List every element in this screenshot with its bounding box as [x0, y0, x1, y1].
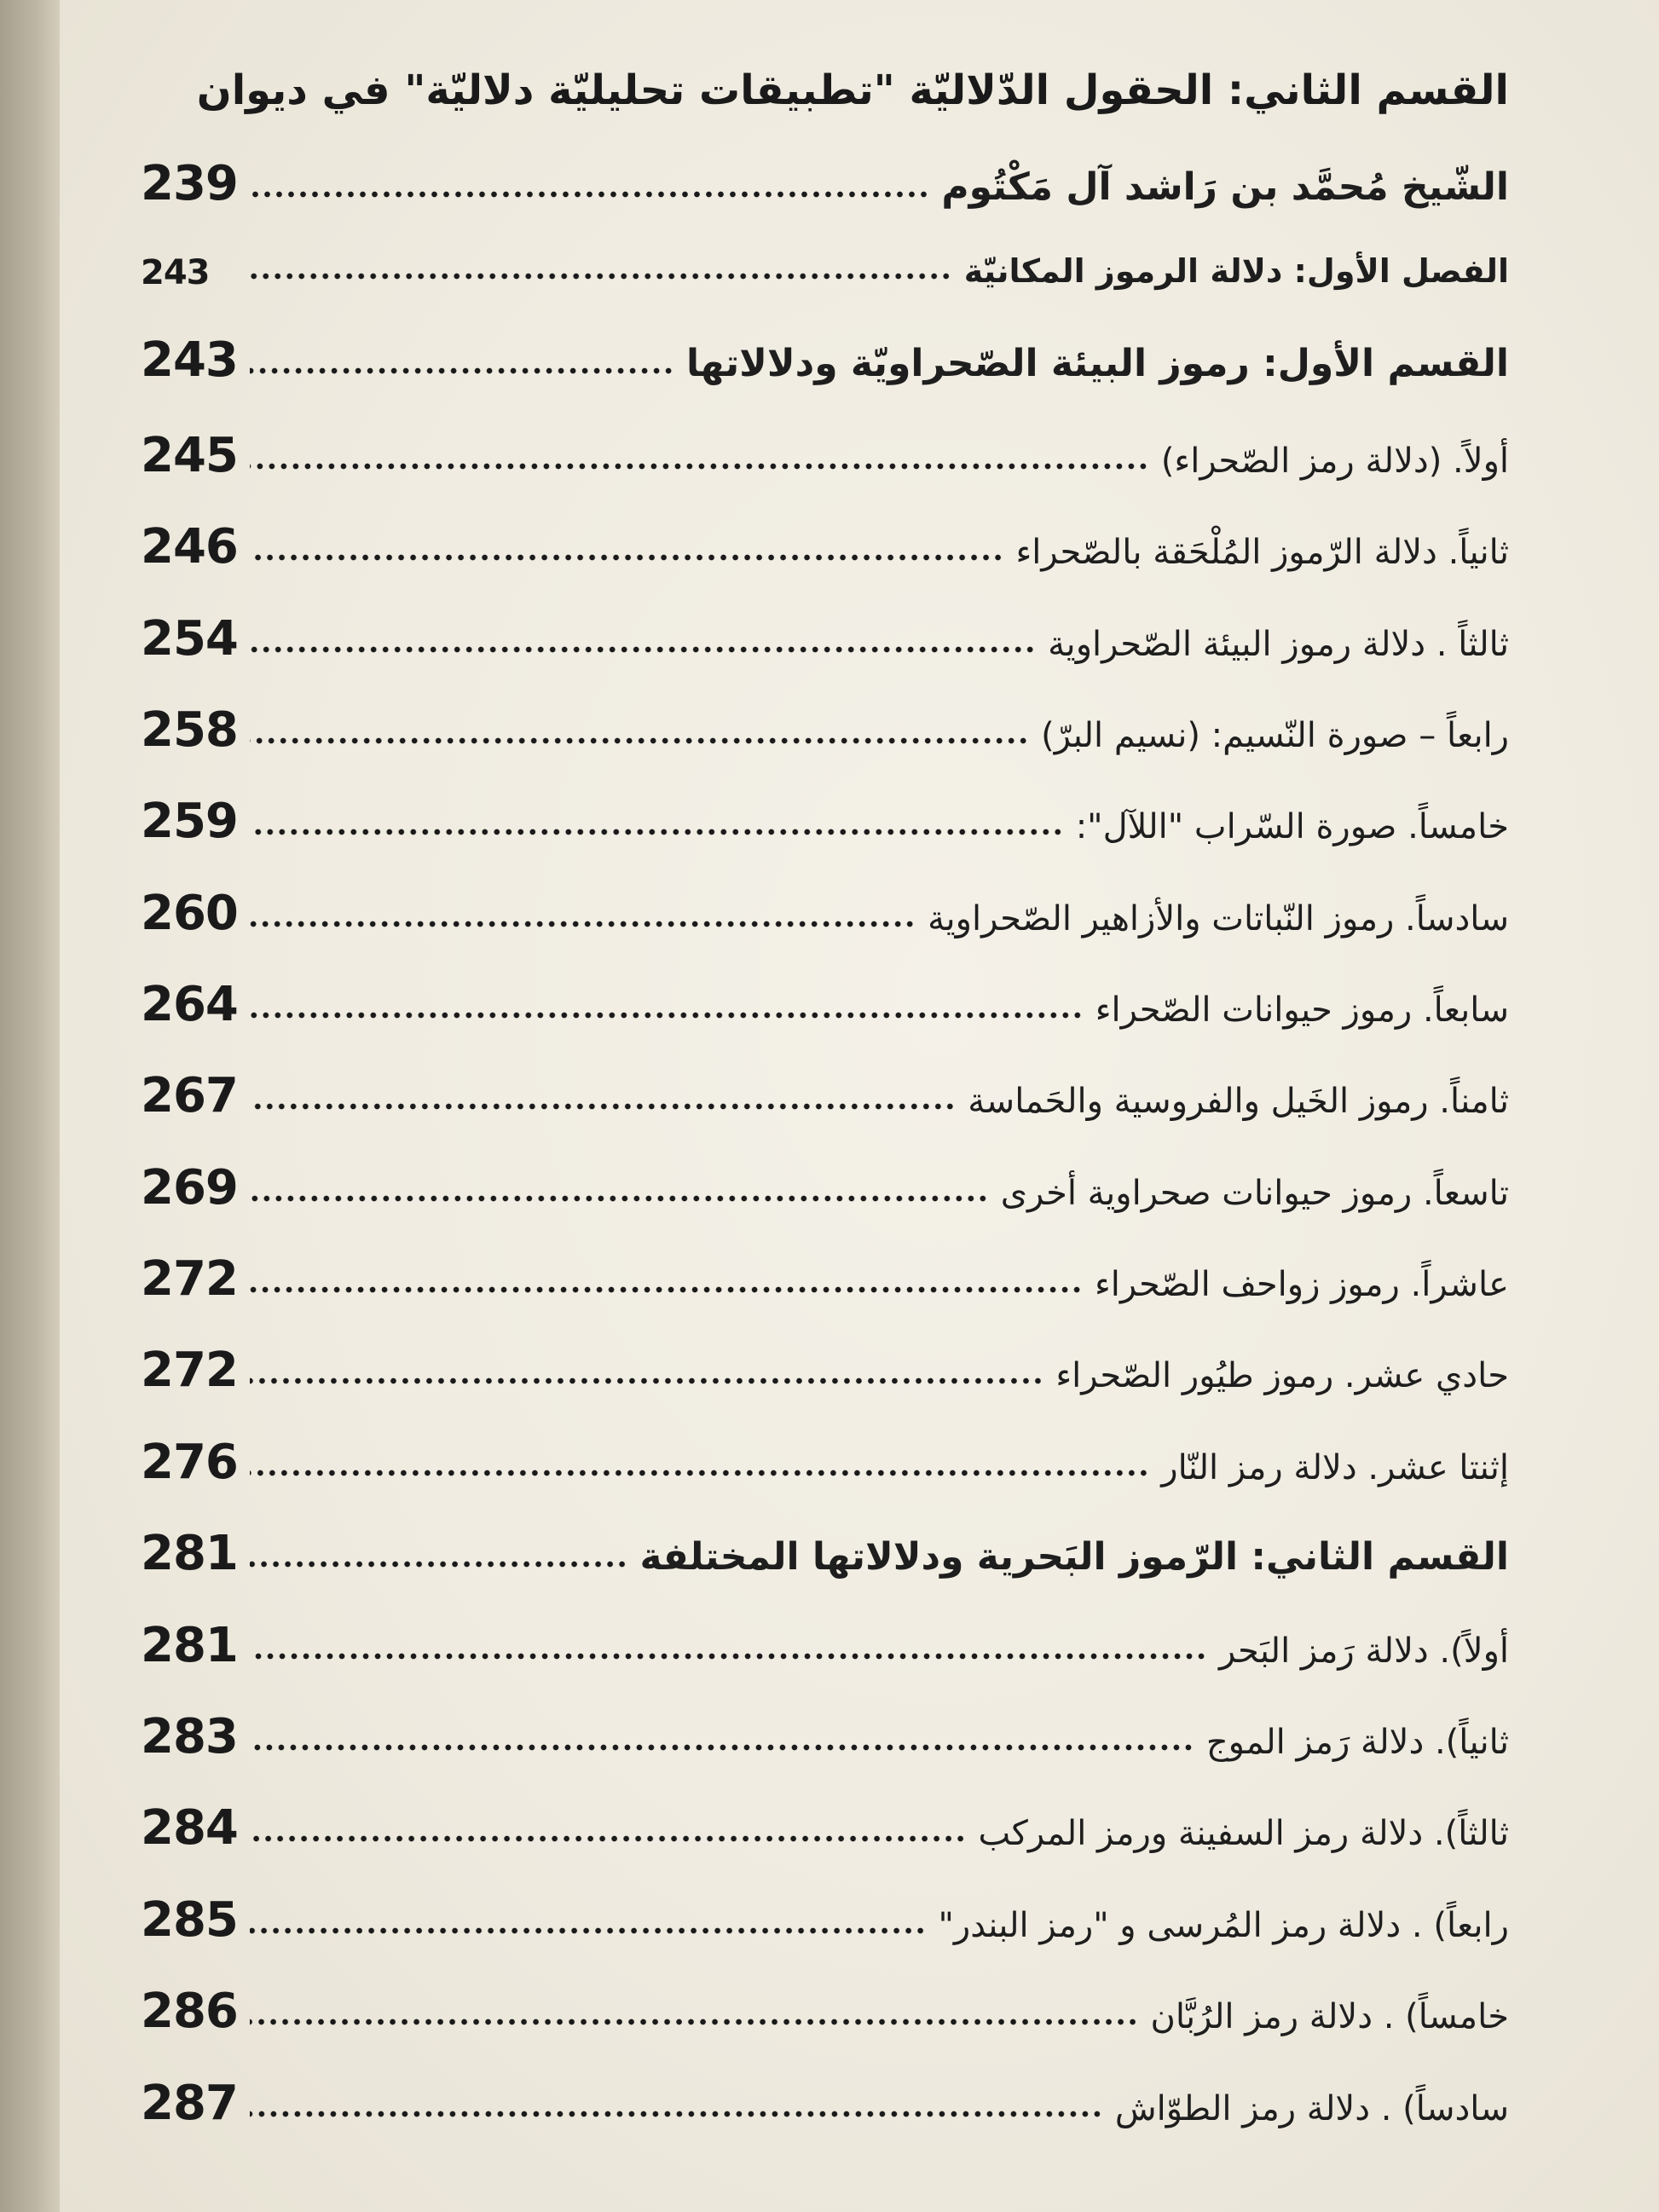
toc-entry	[141, 332, 1509, 388]
toc-entry	[141, 254, 1509, 290]
toc-entry	[141, 1343, 1509, 1398]
page-number: 260	[141, 886, 238, 941]
page-number: 269	[141, 1160, 238, 1216]
page-number: 254	[141, 611, 238, 667]
page-number: 259	[141, 794, 238, 849]
dot-leader	[250, 1376, 1043, 1386]
dot-leader	[250, 1559, 628, 1569]
toc-entry	[141, 977, 1509, 1032]
page-number: 272	[141, 1343, 238, 1398]
dot-leader	[250, 2109, 1103, 2119]
toc-entry	[141, 611, 1509, 667]
dot-leader	[250, 1926, 927, 1936]
dot-leader	[250, 1468, 1149, 1478]
page-number: 267	[141, 1068, 238, 1123]
toc-entry	[141, 2076, 1509, 2131]
page-number: 287	[141, 2076, 238, 2131]
dot-leader	[250, 1285, 1083, 1295]
toc-heading-line: القسم الثاني: الحقول الدّلاليّة "تطبيقات تحليليّة دلاليّة" في ديوان	[196, 66, 1509, 114]
table-of-contents	[141, 0, 1509, 2212]
page-number: 276	[141, 1435, 238, 1490]
toc-entry	[141, 1709, 1509, 1764]
dot-leader	[250, 644, 1036, 655]
entry-title: القسم الأول: رموز البيئة الصّحراويّة ودلالاتها	[686, 341, 1509, 385]
dot-leader	[250, 1010, 1084, 1020]
entry-title: الفصل الأول: دلالة الرموز المكانيّة	[963, 252, 1509, 290]
dot-leader	[250, 552, 1004, 563]
toc-entry	[141, 1800, 1509, 1856]
entry-title: خامساً. صورة السّراب "اللآل":	[1075, 807, 1509, 846]
entry-title: القسم الثاني: الرّموز البَحرية ودلالاتها المختلفة	[639, 1534, 1509, 1579]
entry-title: ثامناً. رموز الخَيل والفروسية والحَماسة	[968, 1082, 1509, 1121]
entry-title: ثالثاً). دلالة رمز السفينة ورمز المركب	[978, 1814, 1509, 1853]
entry-title: أولاً. (دلالة رمز الصّحراء)	[1160, 442, 1509, 481]
dot-leader	[250, 1742, 1194, 1753]
toc-entry	[141, 1435, 1509, 1490]
page-number: 246	[141, 519, 238, 575]
toc-entry	[141, 1984, 1509, 2039]
page-number: 239	[141, 156, 238, 211]
toc-entry	[141, 1068, 1509, 1123]
toc-entry	[141, 1526, 1509, 1581]
page-number: 243	[141, 252, 210, 292]
entry-title: سادساً) . دلالة رمز الطوّاش	[1114, 2089, 1509, 2128]
page-number: 243	[141, 332, 238, 388]
entry-title: ثانياً. دلالة الرّموز المُلْحَقة بالصّحراء	[1015, 533, 1509, 572]
entry-title: حادي عشر. رموز طيُور الصّحراء	[1055, 1356, 1509, 1395]
entry-title: ثالثاً . دلالة رموز البيئة الصّحراوية	[1048, 625, 1509, 664]
dot-leader	[250, 1834, 967, 1844]
dot-leader	[250, 1651, 1207, 1661]
entry-title: ثانياً). دلالة رَمز الموج	[1205, 1723, 1509, 1762]
dot-leader	[250, 1101, 956, 1112]
entry-title: رابعاً) . دلالة رمز المُرسى و "رمز البندر"	[938, 1906, 1509, 1945]
toc-entry	[141, 519, 1509, 575]
toc-entry	[141, 1618, 1509, 1673]
toc-entry	[141, 1251, 1509, 1307]
toc-entry	[141, 1892, 1509, 1948]
page-number: 272	[141, 1251, 238, 1307]
dot-leader	[250, 1193, 989, 1204]
entry-title: رابعاً – صورة النّسيم: (نسيم البرّ)	[1041, 716, 1509, 755]
page-number: 281	[141, 1526, 238, 1581]
entry-title: عاشراً. رموز زواحف الصّحراء	[1094, 1265, 1509, 1304]
entry-title: إثنتا عشر. دلالة رمز النّار	[1161, 1448, 1509, 1487]
page-number: 245	[141, 428, 238, 483]
page-number: 281	[141, 1618, 238, 1673]
page-number: 285	[141, 1892, 238, 1948]
entry-title: سادساً. رموز النّباتات والأزاهير الصّحراوية	[928, 899, 1509, 939]
entry-title: سابعاً. رموز حيوانات الصّحراء	[1095, 990, 1509, 1030]
toc-entry	[141, 702, 1509, 758]
dot-leader	[250, 919, 916, 929]
toc-entry	[141, 794, 1509, 849]
toc-entry	[141, 1160, 1509, 1216]
entry-title: تاسعاً. رموز حيوانات صحراوية أخرى	[1000, 1174, 1509, 1213]
page-number: 284	[141, 1800, 238, 1856]
entry-title: أولاً). دلالة رَمز البَحر	[1218, 1632, 1509, 1671]
dot-leader	[250, 2017, 1139, 2027]
toc-entry	[141, 428, 1509, 483]
entry-title: خامساً) . دلالة رمز الرُبَّان	[1150, 1997, 1509, 2036]
dot-leader	[250, 189, 929, 199]
entry-title: الشّيخ مُحمَّد بن رَاشد آل مَكْتُوم	[941, 165, 1509, 209]
dot-leader	[246, 271, 952, 281]
dot-leader	[250, 736, 1029, 746]
dot-leader	[250, 366, 674, 376]
dot-leader	[250, 461, 1149, 471]
page-number: 286	[141, 1984, 238, 2039]
toc-entry	[141, 156, 1509, 211]
book-binding	[0, 0, 60, 2212]
page-number: 258	[141, 702, 238, 758]
book-page	[60, 0, 1659, 2212]
page-number: 283	[141, 1709, 238, 1764]
toc-entry	[141, 886, 1509, 941]
dot-leader	[250, 827, 1064, 837]
page-number: 264	[141, 977, 238, 1032]
